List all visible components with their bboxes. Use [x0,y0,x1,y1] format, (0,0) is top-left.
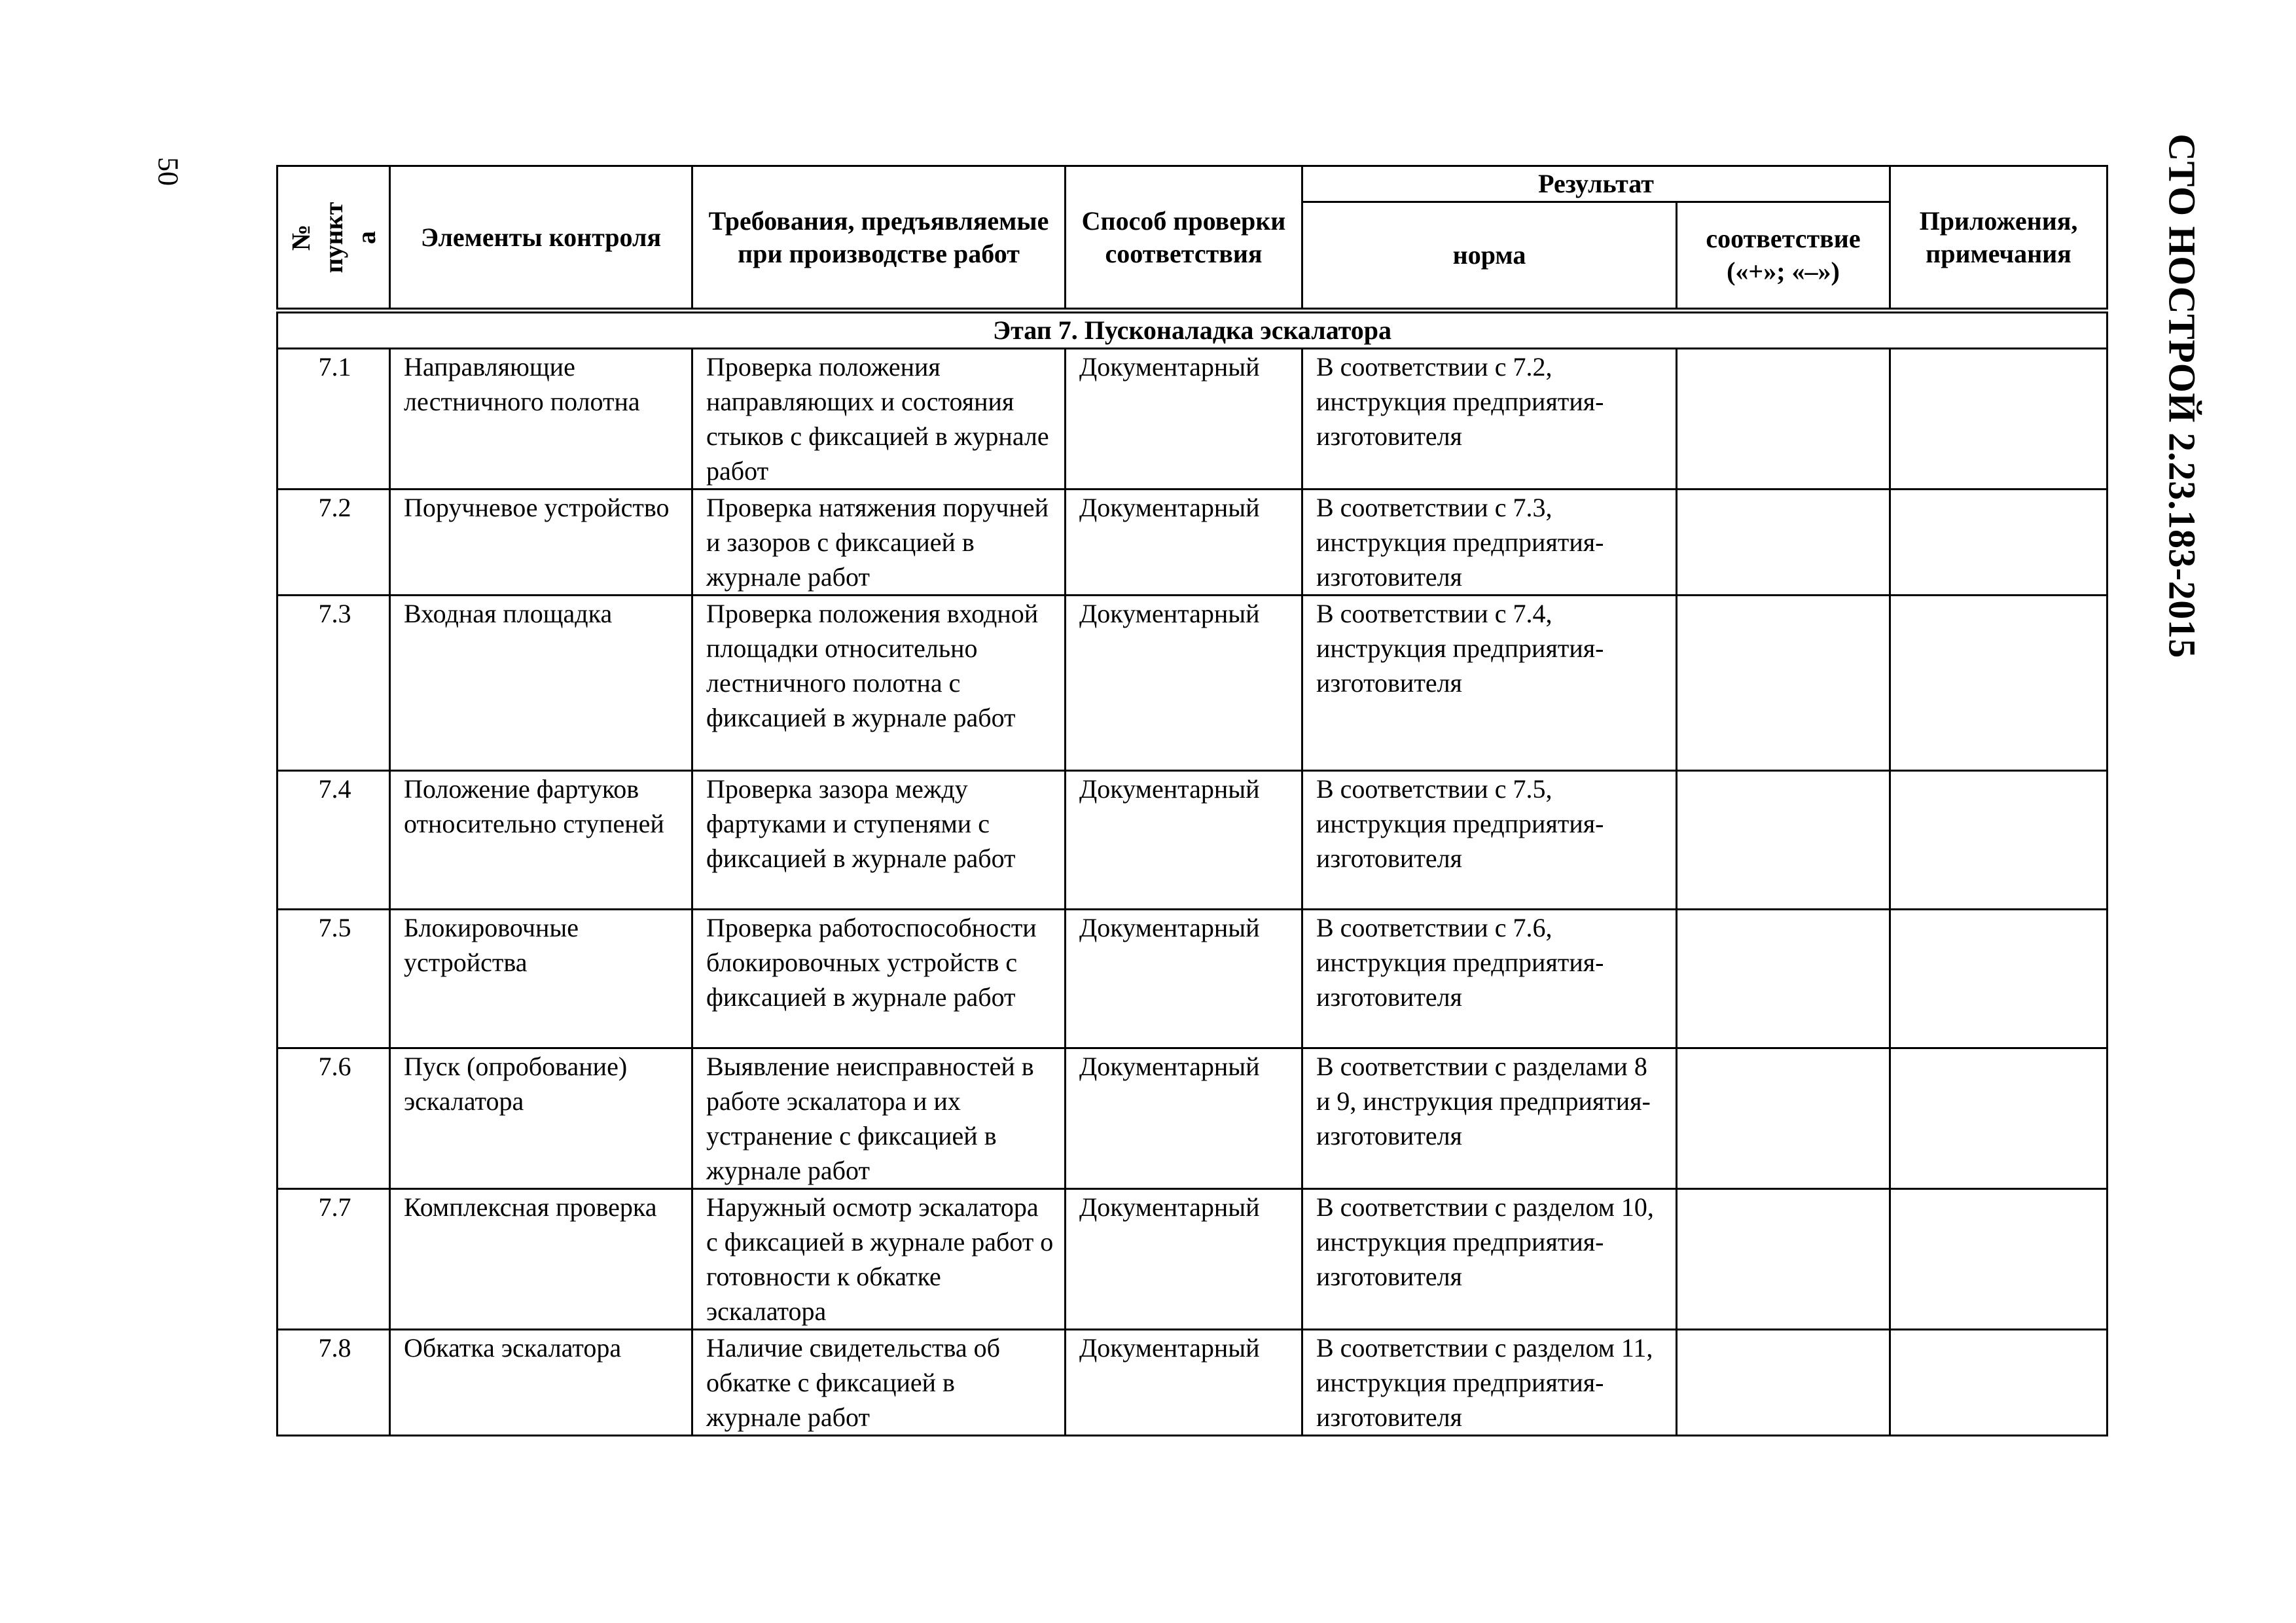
table-row [278,1189,2108,1330]
table-header [278,166,2108,311]
table-row [278,910,2108,1048]
cell-requirement: Проверка натяжения поручней и зазоров с фиксацией в журнале работ [692,490,1066,596]
cell-element: Поручневое устройство [390,490,692,596]
stage-title: Этап 7. Пусконаладка эскалатора [278,311,2108,349]
header-norm: норма [1302,202,1677,311]
cell-element: Входная площадка [390,596,692,771]
header-notes: Приложения, примечания [1890,166,2108,311]
stage-row [278,311,2108,349]
cell-requirement: Проверка зазора между фартуками и ступенями с фиксацией в журнале работ [692,771,1066,910]
header-compliance: соответствие («+»; «–») [1677,202,1890,311]
cell-notes [1890,1189,2108,1330]
cell-method: Документарный [1066,1048,1302,1189]
cell-method: Документарный [1066,596,1302,771]
cell-method: Документарный [1066,490,1302,596]
cell-method: Документарный [1066,349,1302,490]
cell-requirement: Выявление неисправностей в работе эскалатора и их устранение с фиксацией в журнале работ [692,1048,1066,1189]
document-code: СТО НОСТРОЙ 2.23.183-2015 [2161,134,2204,658]
cell-norm: В соответствии с 7.3, инструкция предприятия-изготовителя [1302,490,1677,596]
cell-num: 7.8 [278,1330,390,1436]
cell-num: 7.5 [278,910,390,1048]
header-method: Способ проверки соответствия [1066,166,1302,311]
cell-num: 7.7 [278,1189,390,1330]
header-requirements: Требования, предъявляемые при производстве работ [692,166,1066,311]
header-elements: Элементы контроля [390,166,692,311]
cell-method: Документарный [1066,1330,1302,1436]
cell-num: 7.6 [278,1048,390,1189]
cell-compliance [1677,596,1890,771]
cell-norm: В соответствии с 7.5, инструкция предприятия-изготовителя [1302,771,1677,910]
cell-element: Обкатка эскалатора [390,1330,692,1436]
page-number: 50 [152,157,185,186]
cell-notes [1890,910,2108,1048]
cell-requirement: Проверка работоспособности блокировочных устройств с фиксацией в журнале работ [692,910,1066,1048]
cell-notes [1890,1048,2108,1189]
cell-requirement: Проверка положения входной площадки относительно лестничного полотна с фиксацией в журнале работ [692,596,1066,771]
cell-element: Блокировочные устройства [390,910,692,1048]
cell-norm: В соответствии с 7.6, инструкция предприятия-изготовителя [1302,910,1677,1048]
table-row [278,1048,2108,1189]
cell-compliance [1677,349,1890,490]
cell-compliance [1677,1048,1890,1189]
cell-notes [1890,596,2108,771]
cell-norm: В соответствии с 7.4, инструкция предприятия-изготовителя [1302,596,1677,771]
cell-norm: В соответствии с 7.2, инструкция предприятия-изготовителя [1302,349,1677,490]
cell-notes [1890,490,2108,596]
table-row [278,771,2108,910]
cell-compliance [1677,910,1890,1048]
cell-norm: В соответствии с разделами 8 и 9, инструкция предприятия-изготовителя [1302,1048,1677,1189]
cell-norm: В соответствии с разделом 11, инструкция предприятия-изготовителя [1302,1330,1677,1436]
cell-num: 7.3 [278,596,390,771]
cell-num: 7.1 [278,349,390,490]
header-num-label: № пункта [285,202,381,273]
table-body [278,311,2108,1436]
cell-compliance [1677,771,1890,910]
cell-norm: В соответствии с разделом 10, инструкция предприятия-изготовителя [1302,1189,1677,1330]
header-num [278,166,390,311]
cell-compliance [1677,490,1890,596]
table-row [278,596,2108,771]
cell-num: 7.4 [278,771,390,910]
cell-compliance [1677,1189,1890,1330]
table-row [278,1330,2108,1436]
table-row [278,349,2108,490]
cell-num: 7.2 [278,490,390,596]
table-row [278,490,2108,596]
header-result: Результат [1302,166,1890,202]
cell-method: Документарный [1066,771,1302,910]
cell-notes [1890,1330,2108,1436]
cell-element: Положение фартуков относительно ступеней [390,771,692,910]
cell-element: Направляющие лестничного полотна [390,349,692,490]
cell-requirement: Проверка положения направляющих и состояния стыков с фиксацией в журнале работ [692,349,1066,490]
inspection-table [276,165,2108,1436]
cell-compliance [1677,1330,1890,1436]
cell-element: Комплексная проверка [390,1189,692,1330]
cell-method: Документарный [1066,1189,1302,1330]
cell-requirement: Наружный осмотр эскалатора с фиксацией в журнале работ о готовности к обкатке эскалатора [692,1189,1066,1330]
cell-method: Документарный [1066,910,1302,1048]
cell-notes [1890,771,2108,910]
cell-notes [1890,349,2108,490]
cell-element: Пуск (опробование) эскалатора [390,1048,692,1189]
cell-requirement: Наличие свидетельства об обкатке с фиксацией в журнале работ [692,1330,1066,1436]
